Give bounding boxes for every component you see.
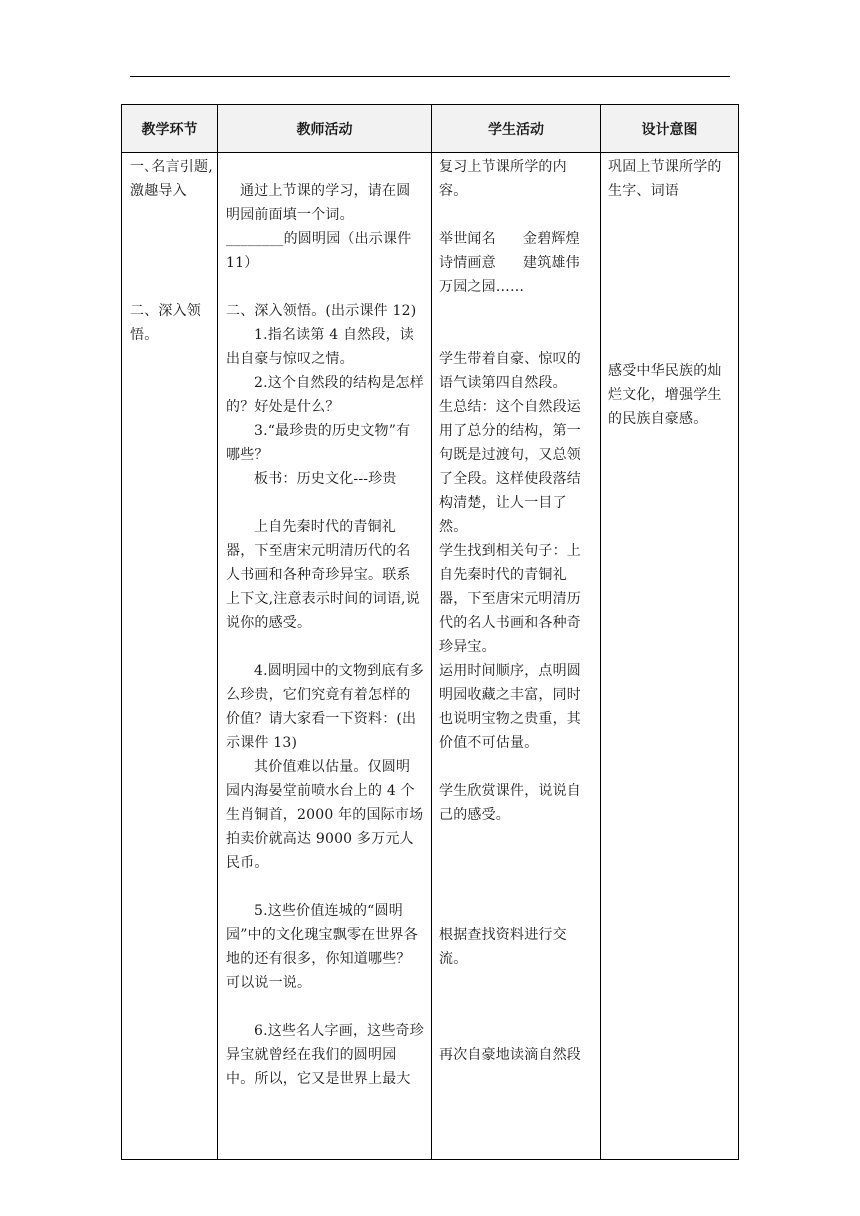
- student-word-4: 建筑雄伟: [523, 255, 580, 271]
- student-exchange: 根据查找资料进行交流。: [439, 927, 567, 967]
- teacher-value: 其价值难以估量。仅圆明园内海晏堂前喷水台上的 4 个生肖铜首，2000 年的国际市场拍卖价就高达 9000 多万元人民币。: [226, 759, 424, 871]
- teacher-intro: 通过上节课的学习，请在圆明园前面填一个词。: [226, 183, 411, 223]
- teacher-q6: 6.这些名人字画，这些奇珍异宝就曾经在我们的圆明园中。所以，它又是世界上最大: [226, 1023, 424, 1087]
- header-intent: 设计意图: [601, 105, 739, 153]
- header-teacher: 教师活动: [218, 105, 432, 153]
- student-find: 学生找到相关句子：上自先秦时代的青铜礼器，下至唐宋元明清历代的名人书画和各种奇珍异宝。: [439, 543, 581, 655]
- intent-cell: [601, 153, 739, 1160]
- teacher-heading: 二、深入领悟。(出示课件 12): [226, 303, 417, 319]
- stage-cell: [122, 153, 218, 1160]
- teacher-q4: 4.圆明园中的文物到底有多么珍贵，它们究竟有着怎样的价值？请大家看一下资料：(出示课件 13): [226, 663, 424, 751]
- teacher-blank: ________的圆明园（出示课件11）: [226, 231, 412, 271]
- student-reread: 再次自豪地读滴自然段: [439, 1047, 581, 1063]
- student-read: 学生带着自豪、惊叹的语气读第四自然段。: [439, 351, 581, 391]
- header-stage: 教学环节: [122, 105, 218, 153]
- teacher-quote: 上自先秦时代的青铜礼器，下至唐宋元明清历代的名人书画和各种奇珍异宝。联系上下文,注意表示时间的词语,说说你的感受。: [226, 519, 420, 631]
- student-word-2: 金碧辉煌: [523, 231, 580, 247]
- student-word-5: 万园之园……: [439, 279, 525, 295]
- header-student: 学生活动: [432, 105, 601, 153]
- student-word-3: 诗情画意: [439, 255, 496, 271]
- stage-deepen: 二、深入领悟。: [130, 303, 201, 343]
- student-review: 复习上节课所学的内容。: [439, 159, 567, 199]
- content-row: [122, 153, 739, 1160]
- teacher-cell: [218, 153, 432, 1160]
- intent-culture: 感受中华民族的灿烂文化，增强学生的民族自豪感。: [608, 363, 722, 427]
- lesson-plan-table: [121, 104, 739, 1160]
- stage-intro: 一､名言引题,激趣导入: [130, 159, 213, 199]
- intent-consolidate: 巩固上节课所学的生字、词语: [608, 159, 722, 199]
- teacher-q2: 2.这个自然段的结构是怎样的？好处是什么？: [226, 375, 424, 415]
- header-row: [122, 105, 739, 153]
- student-enjoy: 学生欣赏课件，说说自己的感受。: [439, 783, 581, 823]
- student-time-order: 运用时间顺序，点明圆明园收藏之丰富，同时也说明宝物之贵重，其价值不可估量。: [439, 663, 581, 751]
- teacher-board: 板书：历史文化---珍贵: [254, 471, 397, 487]
- student-cell: [432, 153, 601, 1160]
- teacher-q3: 3.“最珍贵的历史文物”有哪些？: [226, 423, 411, 463]
- student-summary: 生总结：这个自然段运用了总分的结构，第一句既是过渡句，又总领了全段。这样使段落结构清楚，让人一目了然。: [439, 399, 581, 535]
- teacher-q1: 1.指名读第 4 自然段，读出自豪与惊叹之情。: [226, 327, 414, 367]
- teacher-q5: 5.这些价值连城的“圆明园”中的文化瑰宝飘零在世界各地的还有很多，你知道哪些？可以说一说。: [226, 903, 418, 991]
- header-rule: [130, 76, 730, 77]
- student-word-1: 举世闻名: [439, 231, 496, 247]
